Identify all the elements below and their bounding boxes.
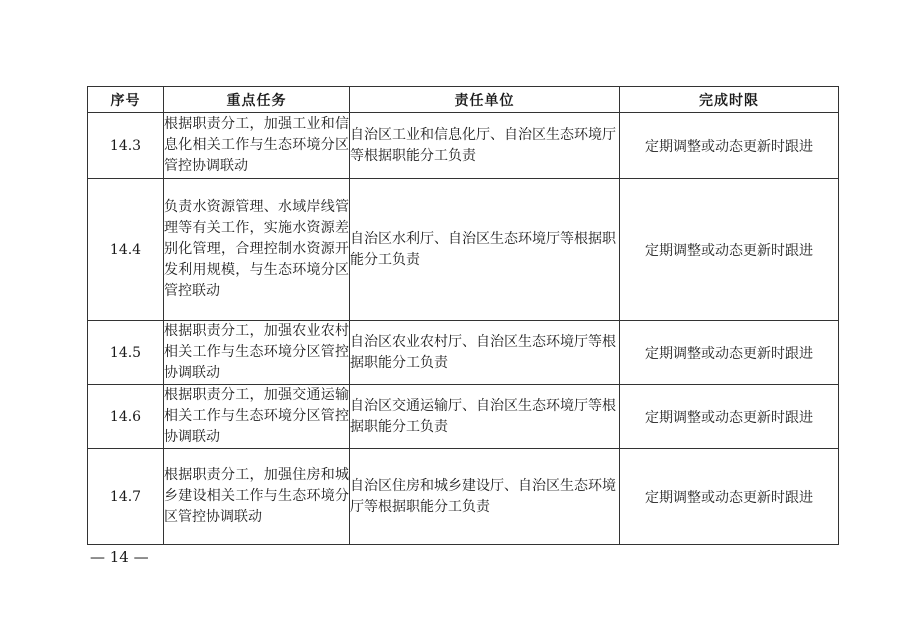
row-unit: 自治区住房和城乡建设厅、自治区生态环境厅等根据职能分工负责 <box>350 449 620 545</box>
row-deadline: 定期调整或动态更新时跟进 <box>620 449 839 545</box>
row-task: 根据职责分工，加强住房和城乡建设相关工作与生态环境分区管控协调联动 <box>164 449 350 545</box>
table-row <box>88 113 839 179</box>
row-number: 14.7 <box>88 449 164 545</box>
header-unit: 责任单位 <box>350 87 620 113</box>
row-number: 14.4 <box>88 179 164 321</box>
row-task: 根据职责分工，加强农业农村相关工作与生态环境分区管控协调联动 <box>164 321 350 385</box>
row-task: 根据职责分工，加强工业和信息化相关工作与生态环境分区管控协调联动 <box>164 113 350 179</box>
header-task: 重点任务 <box>164 87 350 113</box>
header-deadline: 完成时限 <box>620 87 839 113</box>
row-number: 14.3 <box>88 113 164 179</box>
row-deadline: 定期调整或动态更新时跟进 <box>620 321 839 385</box>
table-row <box>88 385 839 449</box>
row-deadline: 定期调整或动态更新时跟进 <box>620 385 839 449</box>
task-table <box>87 86 839 545</box>
table-row <box>88 321 839 385</box>
row-task: 负责水资源管理、水域岸线管理等有关工作，实施水资源差别化管理，合理控制水资源开发利用规模，与生态环境分区管控联动 <box>164 179 350 321</box>
row-unit: 自治区交通运输厅、自治区生态环境厅等根据职能分工负责 <box>350 385 620 449</box>
page-number: — 14 — <box>90 548 149 566</box>
row-number: 14.6 <box>88 385 164 449</box>
row-unit: 自治区工业和信息化厅、自治区生态环境厅等根据职能分工负责 <box>350 113 620 179</box>
table-row <box>88 449 839 545</box>
row-deadline: 定期调整或动态更新时跟进 <box>620 179 839 321</box>
table-header-row <box>88 87 839 113</box>
row-unit: 自治区水利厅、自治区生态环境厅等根据职能分工负责 <box>350 179 620 321</box>
header-seq: 序号 <box>88 87 164 113</box>
table-row <box>88 179 839 321</box>
row-unit: 自治区农业农村厅、自治区生态环境厅等根据职能分工负责 <box>350 321 620 385</box>
row-number: 14.5 <box>88 321 164 385</box>
row-deadline: 定期调整或动态更新时跟进 <box>620 113 839 179</box>
row-task: 根据职责分工，加强交通运输相关工作与生态环境分区管控协调联动 <box>164 385 350 449</box>
